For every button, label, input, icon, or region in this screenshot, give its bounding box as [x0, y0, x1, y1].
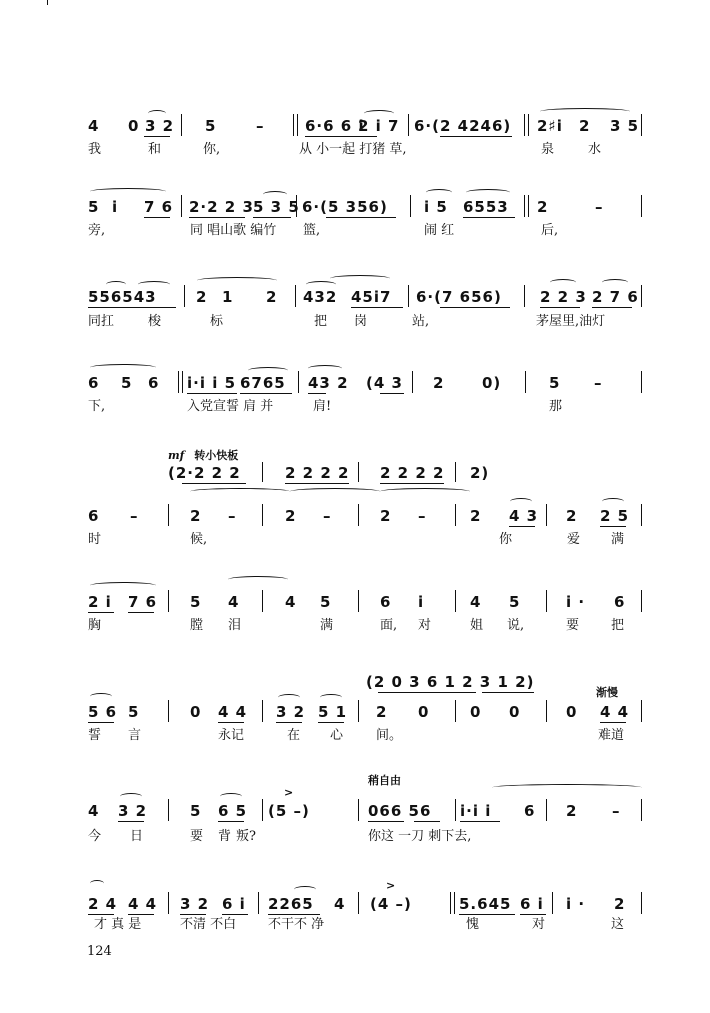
tempo-mark: 渐慢 — [596, 686, 618, 699]
note-row: 4 — [88, 117, 100, 135]
tempo-mark: 稍自由 — [368, 774, 401, 787]
dynamic-mark: mf 转小快板 — [168, 449, 239, 462]
accompaniment-line: (2·2 2 2 — [168, 464, 241, 482]
corner-mark — [47, 0, 48, 5]
accompaniment-line: (2 0 3 6 1 2 3 1 2) — [366, 673, 535, 691]
score-page: 4 0 3 2 5 – 6·6 6 i 2 i 7 6·(2 4246) 2♯i 2 3 5 我 和 你, 从 小一起 打猪 草, 泉 水 5 i 7 6 2·2 2 3 5 3 5 6·(5 356) i 5 6553 2 – 旁, 同 唱山歌 编竹 篮, 闹 红 后, 556543 2 1 2 432 45i7 6·(7 656) 2 2 3 2 7 6 同扛 梭 标 把 岗 站, 茅屋里,油灯 6 5 6 i·i i 5 6765 43 2 (4 3 2 0) 5 – 下, 入党宣誓 肩 并 肩! 那 mf 转小快板 (2·2 2 2 2 2 2 2 2 2 2 2 2) 6 – 2 – 2 – 2 – 2 4 3 2 2 5 时 候, 你 爱 满 2 i 7 6 5 4 4 5 6 i 4 5 i · 6 胸 膛 泪 满 面, 对 姐 说, 要 把 (2 0 3 6 1 2 3 1 2) 渐慢 5 6 5 0 4 4 3 2 5 1 2 0 0 0 0 4 4 誓 言 永记 在 心 间。 难道 稍自由 4 3 2 5 6 5 (5 –) > 066 56 i·i i 6 2 – 今 日 要 背 叛? 你这 一刀 刺下去, 2 4 4 4 3 2 6 i 2265 4 (4 –) > 5.645 6 i i · 2 才 真 是 不清 不白 不干不 净 愧 对 这 124 — [0, 0, 710, 1013]
tempo-mark: 转小快板 — [194, 449, 239, 462]
page-number: 124 — [87, 944, 112, 959]
